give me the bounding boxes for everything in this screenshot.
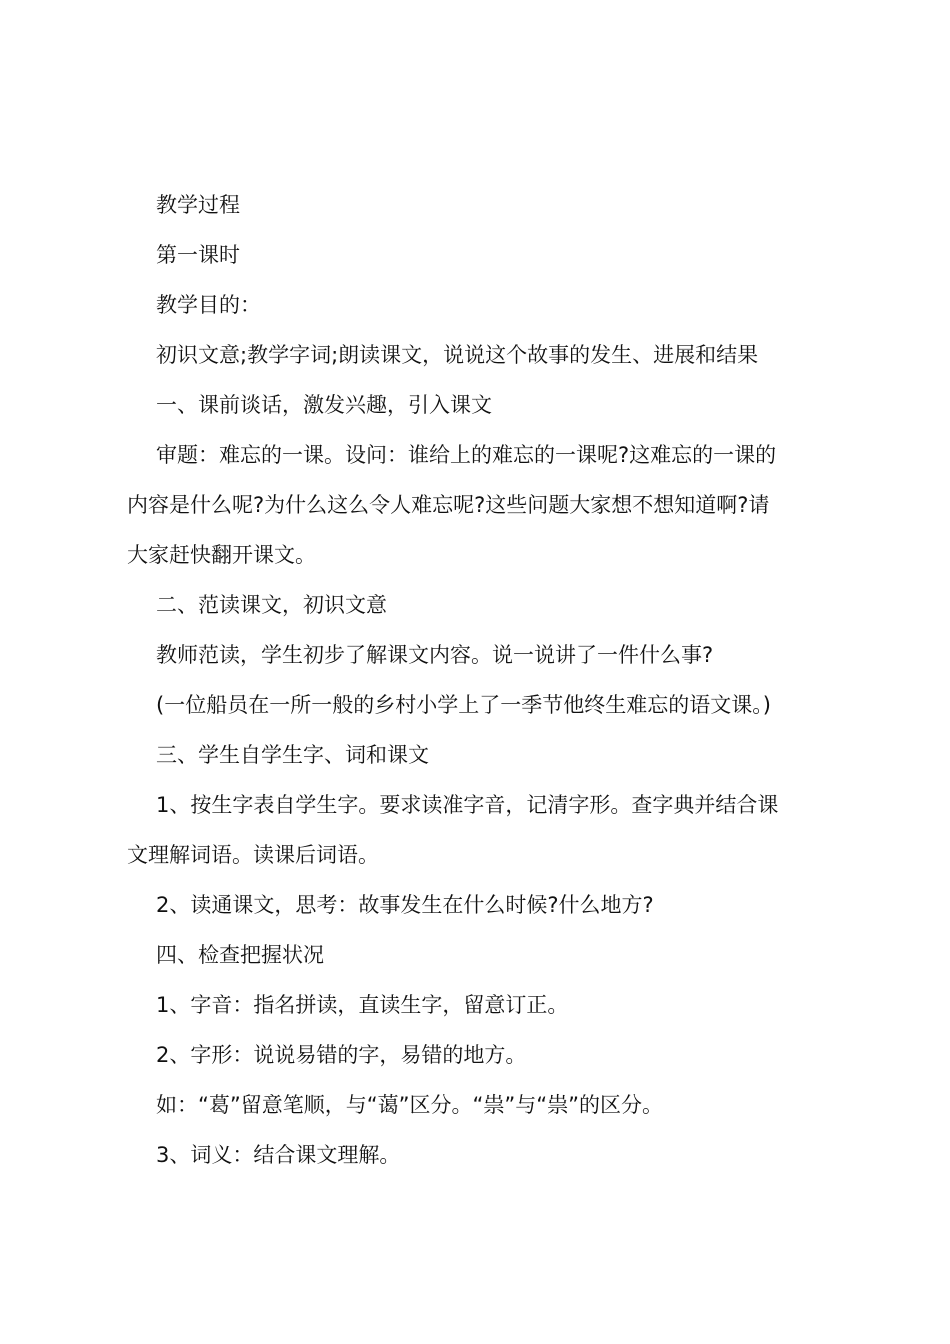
list-item: 1、按生字表自学生字。要求读准字音，记清字形。查字典并结合课: [156, 793, 779, 817]
list-item: 3、词义：结合课文理解。: [156, 1143, 401, 1167]
paragraph-line: 内容是什么呢?为什么这么令人难忘呢?这些问题大家想不想知道啊?请: [127, 493, 770, 517]
teaching-goal-label: 教学目的：: [156, 293, 261, 317]
step-two-heading: 二、范读课文，初识文意: [156, 593, 387, 617]
paragraph-line: (一位船员在一所一般的乡村小学上了一季节他终生难忘的语文课。): [156, 693, 771, 717]
paragraph-line: 大家赶快翻开课文。: [127, 543, 316, 567]
list-item-continuation: 文理解词语。读课后词语。: [127, 843, 379, 867]
step-four-heading: 四、检查把握状况: [156, 943, 324, 967]
lesson-period-heading: 第一课时: [156, 243, 240, 267]
list-item: 2、字形：说说易错的字，易错的地方。: [156, 1043, 527, 1067]
paragraph-line: 教师范读，学生初步了解课文内容。说一说讲了一件什么事?: [156, 643, 714, 667]
paragraph-line: 审题：难忘的一课。设问：谁给上的难忘的一课呢?这难忘的一课的: [156, 443, 777, 467]
step-three-heading: 三、学生自学生字、词和课文: [156, 743, 429, 767]
teaching-goal-text: 初识文意;教学字词;朗读课文，说说这个故事的发生、进展和结果: [156, 343, 759, 367]
list-item: 2、读通课文，思考：故事发生在什么时候?什么地方?: [156, 893, 654, 917]
section-heading-teaching-process: 教学过程: [156, 193, 240, 217]
example-line: 如：“葛”留意笔顺，与“蔼”区分。“祟”与“祟”的区分。: [156, 1093, 664, 1117]
step-one-heading: 一、课前谈话，激发兴趣，引入课文: [156, 393, 492, 417]
list-item: 1、字音：指名拼读，直读生字，留意订正。: [156, 993, 569, 1017]
